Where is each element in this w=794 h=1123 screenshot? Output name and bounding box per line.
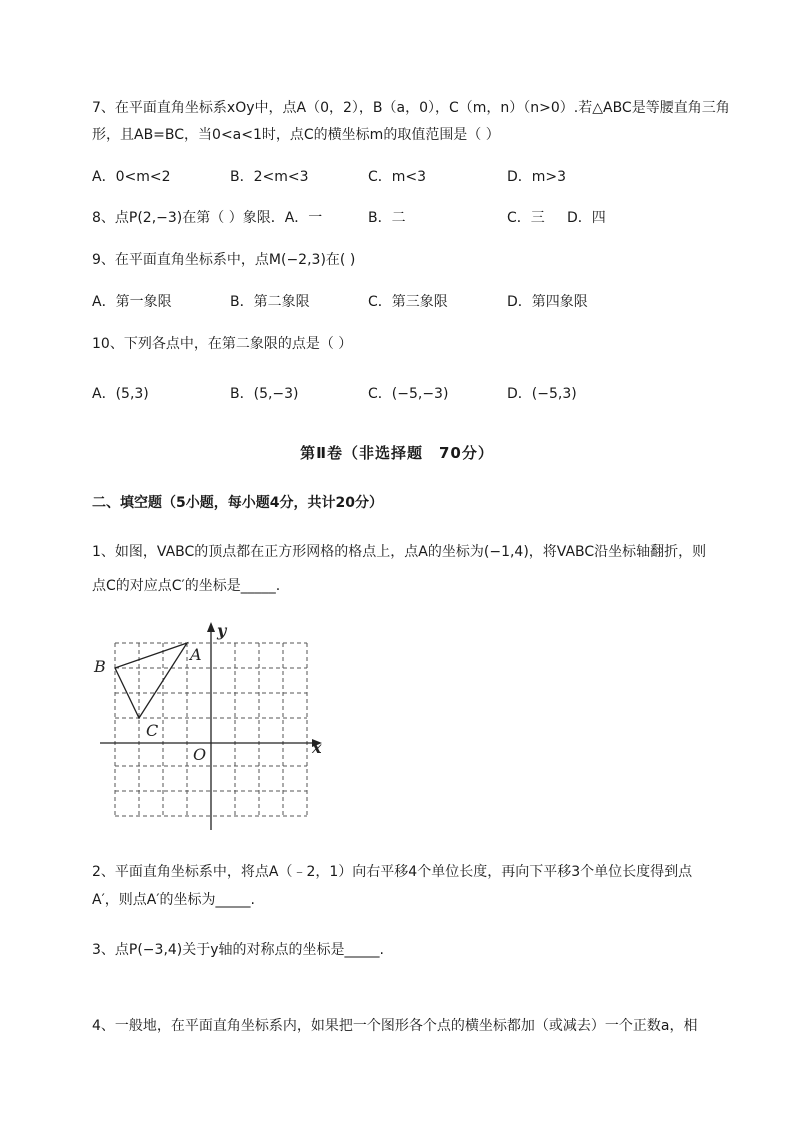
q7-option-d: D．m>3 [507,169,567,185]
section2-title: 二、填空题（5小题，每小题4分，共计20分） [92,495,383,511]
q10-option-c: C．(−5,−3) [368,386,449,402]
label-a: A [190,645,202,664]
q9-option-b: B．第二象限 [230,294,310,310]
label-origin: O [193,745,207,764]
label-y-axis: y [217,621,227,640]
axes [100,622,322,830]
f1-line1: 1、如图，VABC的顶点都在正方形网格的格点上，点A的坐标为(−1,4)，将VABC沿坐标轴翻折，则 [92,544,707,560]
grid-figure [90,620,330,840]
q9-stem: 9、在平面直角坐标系中，点M(−2,3)在( ) [92,252,356,268]
q10-option-a: A．(5,3) [92,386,149,402]
q9-option-d: D．第四象限 [507,294,588,310]
q9-option-c: C．第三象限 [368,294,448,310]
f4-line1: 4、一般地，在平面直角坐标系内，如果把一个图形各个点的横坐标都加（或减去）一个正数a，相 [92,1018,698,1034]
q7-stem-line1: 7、在平面直角坐标系xOy中，点A（0，2），B（a，0），C（m，n）（n>0）.若△ABC是等腰直角三角 [92,100,730,116]
label-x-axis: x [312,738,322,757]
q7-stem-line2: 形，且AB=BC，当0<a<1时，点C的横坐标m的取值范围是（ ） [92,127,500,143]
q9-option-a: A．第一象限 [92,294,172,310]
q10-option-d: D．(−5,3) [507,386,577,402]
q7-option-c: C．m<3 [368,169,427,185]
q7-option-a: A．0<m<2 [92,169,171,185]
q10-stem: 10、下列各点中，在第二象限的点是（ ） [92,336,353,352]
triangle-abc [115,643,187,718]
f3-line1: 3、点P(−3,4)关于y轴的对称点的坐标是_____. [92,942,385,958]
q8-option-d: D．四 [567,210,606,226]
f2-line1: 2、平面直角坐标系中，将点A（﹣2，1）向右平移4个单位长度，再向下平移3个单位长度得到点 [92,864,693,880]
f1-line2: 点C的对应点C′的坐标是_____. [92,578,281,594]
label-b: B [94,657,106,676]
q8-stem: 8、点P(2,−3)在第（ ）象限．A．一 [92,210,323,226]
q8-option-b: B．二 [368,210,406,226]
q10-option-b: B．(5,−3) [230,386,299,402]
label-c: C [146,721,159,740]
q8-option-c: C．三 [507,210,545,226]
f2-line2: A′，则点A′的坐标为_____. [92,892,255,908]
part2-title: 第Ⅱ卷（非选择题 70分） [300,444,494,462]
q7-option-b: B．2<m<3 [230,169,309,185]
